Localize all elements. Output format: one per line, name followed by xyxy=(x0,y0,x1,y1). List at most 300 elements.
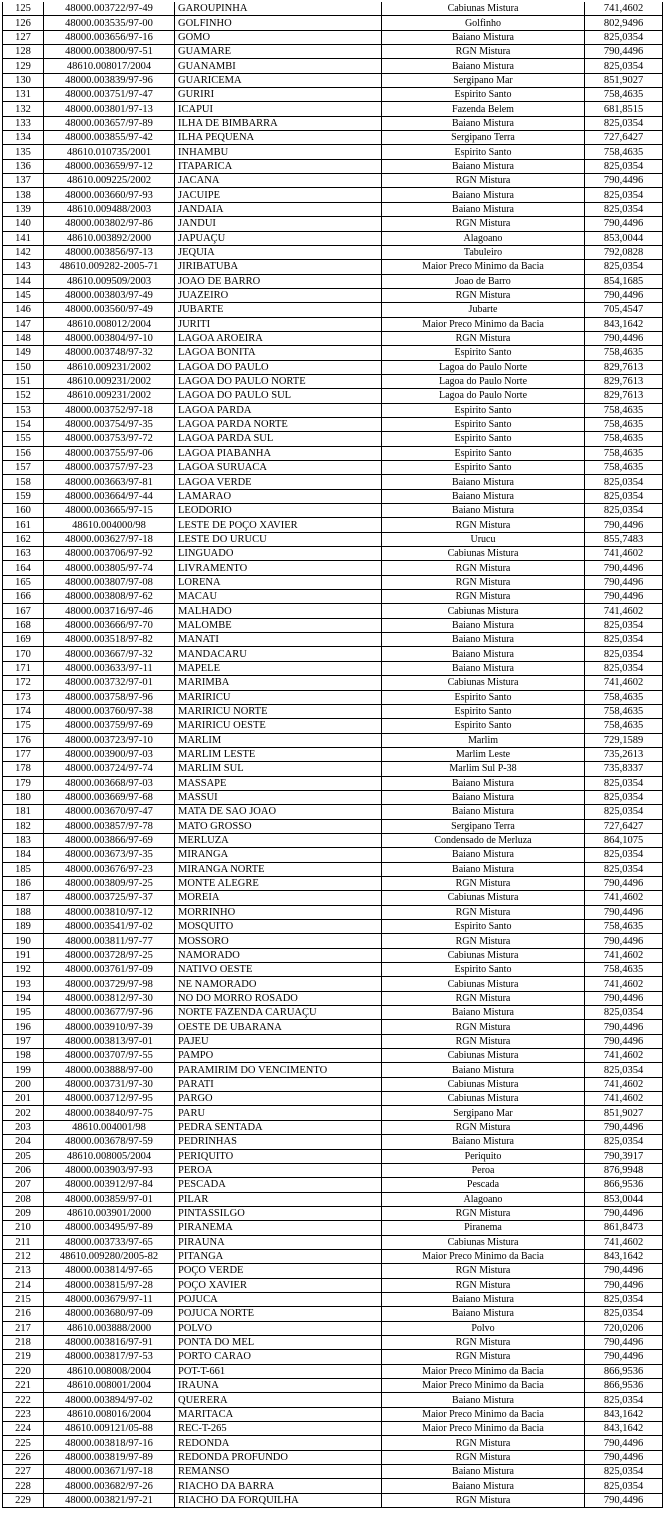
price-cell: 825,0354 xyxy=(585,202,663,216)
price-cell: 853,0044 xyxy=(585,231,663,245)
row-number-cell: 159 xyxy=(3,489,44,503)
reference-oil-cell: Baiano Mistura xyxy=(382,30,585,44)
process-number-cell: 48000.003670/97-47 xyxy=(44,805,175,819)
row-number-cell: 181 xyxy=(3,805,44,819)
table-row xyxy=(3,704,663,718)
reference-oil-cell: Maior Preco Minimo da Bacia xyxy=(382,1422,585,1436)
process-number-cell: 48000.003812/97-30 xyxy=(44,991,175,1005)
row-number-cell: 152 xyxy=(3,389,44,403)
field-name-cell: PORTO CARAO xyxy=(175,1350,382,1364)
field-name-cell: PESCADA xyxy=(175,1178,382,1192)
field-name-cell: PARGO xyxy=(175,1092,382,1106)
table-row xyxy=(3,30,663,44)
row-number-cell: 223 xyxy=(3,1407,44,1421)
field-name-cell: GUARICEMA xyxy=(175,73,382,87)
process-number-cell: 48000.003866/97-69 xyxy=(44,833,175,847)
price-cell: 825,0354 xyxy=(585,1135,663,1149)
row-number-cell: 221 xyxy=(3,1379,44,1393)
process-number-cell: 48000.003725/97-37 xyxy=(44,891,175,905)
reference-oil-cell: Espirito Santo xyxy=(382,704,585,718)
process-number-cell: 48610.008012/2004 xyxy=(44,317,175,331)
row-number-cell: 183 xyxy=(3,833,44,847)
table-row xyxy=(3,374,663,388)
reference-oil-cell: Baiano Mistura xyxy=(382,1006,585,1020)
reference-oil-cell: Espirito Santo xyxy=(382,719,585,733)
reference-oil-cell: Piranema xyxy=(382,1221,585,1235)
row-number-cell: 192 xyxy=(3,963,44,977)
price-cell: 741,4602 xyxy=(585,2,663,16)
table-row xyxy=(3,360,663,374)
reference-oil-cell: Maior Preco Minimo da Bacia xyxy=(382,1364,585,1378)
reference-oil-cell: RGN Mistura xyxy=(382,1450,585,1464)
price-cell: 758,4635 xyxy=(585,690,663,704)
price-cell: 790,4496 xyxy=(585,1335,663,1349)
field-name-cell: JUAZEIRO xyxy=(175,288,382,302)
process-number-cell: 48000.003821/97-21 xyxy=(44,1493,175,1507)
reference-oil-cell: RGN Mistura xyxy=(382,217,585,231)
field-name-cell: LAGOA VERDE xyxy=(175,475,382,489)
table-row xyxy=(3,1006,663,1020)
price-cell: 829,7613 xyxy=(585,360,663,374)
row-number-cell: 164 xyxy=(3,561,44,575)
process-number-cell: 48000.003800/97-51 xyxy=(44,45,175,59)
reference-oil-cell: Periquito xyxy=(382,1149,585,1163)
process-number-cell: 48610.008001/2004 xyxy=(44,1379,175,1393)
price-cell: 790,4496 xyxy=(585,1436,663,1450)
reference-oil-cell: RGN Mistura xyxy=(382,561,585,575)
price-cell: 790,4496 xyxy=(585,876,663,890)
table-row xyxy=(3,1077,663,1091)
table-row xyxy=(3,1493,663,1507)
row-number-cell: 195 xyxy=(3,1006,44,1020)
price-cell: 802,9496 xyxy=(585,16,663,30)
process-number-cell: 48000.003627/97-18 xyxy=(44,532,175,546)
row-number-cell: 163 xyxy=(3,547,44,561)
process-number-cell: 48000.003815/97-28 xyxy=(44,1278,175,1292)
reference-oil-cell: Alagoano xyxy=(382,231,585,245)
field-name-cell: PITANGA xyxy=(175,1249,382,1263)
reference-oil-cell: Baiano Mistura xyxy=(382,188,585,202)
price-cell: 790,4496 xyxy=(585,288,663,302)
reference-oil-cell: RGN Mistura xyxy=(382,934,585,948)
reference-oil-cell: Sergipano Terra xyxy=(382,819,585,833)
table-row xyxy=(3,403,663,417)
price-cell: 843,1642 xyxy=(585,1422,663,1436)
reference-oil-cell: Baiano Mistura xyxy=(382,59,585,73)
process-number-cell: 48000.003659/97-12 xyxy=(44,159,175,173)
field-name-cell: LAMARAO xyxy=(175,489,382,503)
field-name-cell: LAGOA BONITA xyxy=(175,346,382,360)
row-number-cell: 144 xyxy=(3,274,44,288)
process-number-cell: 48000.003682/97-26 xyxy=(44,1479,175,1493)
process-number-cell: 48000.003495/97-89 xyxy=(44,1221,175,1235)
field-name-cell: MARIMBA xyxy=(175,676,382,690)
process-number-cell: 48000.003722/97-49 xyxy=(44,2,175,16)
row-number-cell: 220 xyxy=(3,1364,44,1378)
process-number-cell: 48000.003712/97-95 xyxy=(44,1092,175,1106)
reference-oil-cell: Espirito Santo xyxy=(382,145,585,159)
table-row xyxy=(3,1249,663,1263)
row-number-cell: 206 xyxy=(3,1163,44,1177)
field-name-cell: RIACHO DA BARRA xyxy=(175,1479,382,1493)
process-number-cell: 48000.003817/97-53 xyxy=(44,1350,175,1364)
table-row xyxy=(3,905,663,919)
field-name-cell: JUBARTE xyxy=(175,303,382,317)
row-number-cell: 132 xyxy=(3,102,44,116)
process-number-cell: 48000.003663/97-81 xyxy=(44,475,175,489)
table-row xyxy=(3,790,663,804)
row-number-cell: 130 xyxy=(3,73,44,87)
table-row xyxy=(3,475,663,489)
reference-oil-cell: RGN Mistura xyxy=(382,45,585,59)
reference-oil-cell: Baiano Mistura xyxy=(382,489,585,503)
field-name-cell: PILAR xyxy=(175,1192,382,1206)
field-name-cell: IRAUNA xyxy=(175,1379,382,1393)
price-cell: 825,0354 xyxy=(585,633,663,647)
table-body xyxy=(3,2,663,1508)
field-name-cell: ICAPUI xyxy=(175,102,382,116)
price-cell: 741,4602 xyxy=(585,1092,663,1106)
table-row xyxy=(3,948,663,962)
price-cell: 790,4496 xyxy=(585,590,663,604)
process-number-cell: 48000.003731/97-30 xyxy=(44,1077,175,1091)
price-cell: 825,0354 xyxy=(585,260,663,274)
price-cell: 825,0354 xyxy=(585,1307,663,1321)
field-name-cell: LINGUADO xyxy=(175,547,382,561)
table-row xyxy=(3,489,663,503)
reference-oil-cell: Maior Preco Minimo da Bacia xyxy=(382,1379,585,1393)
table-row xyxy=(3,1393,663,1407)
table-row xyxy=(3,647,663,661)
field-name-cell: RIACHO DA FORQUILHA xyxy=(175,1493,382,1507)
field-name-cell: MARLIM SUL xyxy=(175,762,382,776)
table-row xyxy=(3,188,663,202)
row-number-cell: 158 xyxy=(3,475,44,489)
reference-oil-cell: Baiano Mistura xyxy=(382,202,585,216)
table-row xyxy=(3,676,663,690)
field-name-cell: MORRINHO xyxy=(175,905,382,919)
price-cell: 741,4602 xyxy=(585,676,663,690)
table-row xyxy=(3,1178,663,1192)
reference-oil-cell: Pescada xyxy=(382,1178,585,1192)
field-name-cell: REDONDA xyxy=(175,1436,382,1450)
row-number-cell: 169 xyxy=(3,633,44,647)
field-name-cell: JIRIBATUBA xyxy=(175,260,382,274)
process-number-cell: 48000.003760/97-38 xyxy=(44,704,175,718)
row-number-cell: 182 xyxy=(3,819,44,833)
reference-oil-cell: Baiano Mistura xyxy=(382,159,585,173)
reference-oil-cell: RGN Mistura xyxy=(382,1120,585,1134)
table-row xyxy=(3,303,663,317)
field-name-cell: PARU xyxy=(175,1106,382,1120)
field-name-cell: ITAPARICA xyxy=(175,159,382,173)
process-number-cell: 48000.003910/97-39 xyxy=(44,1020,175,1034)
field-name-cell: LESTE DE POÇO XAVIER xyxy=(175,518,382,532)
table-row xyxy=(3,73,663,87)
price-cell: 735,2613 xyxy=(585,747,663,761)
table-row xyxy=(3,633,663,647)
price-cell: 741,4602 xyxy=(585,891,663,905)
reference-oil-cell: Baiano Mistura xyxy=(382,618,585,632)
row-number-cell: 166 xyxy=(3,590,44,604)
table-row xyxy=(3,231,663,245)
row-number-cell: 160 xyxy=(3,504,44,518)
table-row xyxy=(3,317,663,331)
table-row xyxy=(3,977,663,991)
process-number-cell: 48000.003912/97-84 xyxy=(44,1178,175,1192)
reference-oil-cell: Marlim xyxy=(382,733,585,747)
row-number-cell: 154 xyxy=(3,417,44,431)
process-number-cell: 48610.009282-2005-71 xyxy=(44,260,175,274)
process-number-cell: 48000.003816/97-91 xyxy=(44,1335,175,1349)
reference-oil-cell: Espirito Santo xyxy=(382,446,585,460)
reference-oil-cell: Baiano Mistura xyxy=(382,1135,585,1149)
field-name-cell: GAROUPINHA xyxy=(175,2,382,16)
price-cell: 790,4496 xyxy=(585,518,663,532)
field-name-cell: MASSUI xyxy=(175,790,382,804)
row-number-cell: 155 xyxy=(3,432,44,446)
process-number-cell: 48000.003811/97-77 xyxy=(44,934,175,948)
reference-oil-cell: Lagoa do Paulo Norte xyxy=(382,360,585,374)
table-row xyxy=(3,1092,663,1106)
table-row xyxy=(3,446,663,460)
price-cell: 843,1642 xyxy=(585,1249,663,1263)
process-number-cell: 48610.004000/98 xyxy=(44,518,175,532)
price-cell: 790,4496 xyxy=(585,174,663,188)
price-cell: 825,0354 xyxy=(585,504,663,518)
price-cell: 790,4496 xyxy=(585,561,663,575)
table-row xyxy=(3,1364,663,1378)
row-number-cell: 167 xyxy=(3,604,44,618)
row-number-cell: 131 xyxy=(3,88,44,102)
table-row xyxy=(3,604,663,618)
row-number-cell: 224 xyxy=(3,1422,44,1436)
process-number-cell: 48610.003901/2000 xyxy=(44,1206,175,1220)
table-row xyxy=(3,1034,663,1048)
table-row xyxy=(3,1221,663,1235)
price-cell: 825,0354 xyxy=(585,1292,663,1306)
row-number-cell: 215 xyxy=(3,1292,44,1306)
price-cell: 727,6427 xyxy=(585,819,663,833)
table-row xyxy=(3,805,663,819)
field-name-cell: JANDUI xyxy=(175,217,382,231)
process-number-cell: 48000.003757/97-23 xyxy=(44,461,175,475)
reference-oil-cell: Polvo xyxy=(382,1321,585,1335)
field-name-cell: NATIVO OESTE xyxy=(175,963,382,977)
price-cell: 876,9948 xyxy=(585,1163,663,1177)
reference-oil-cell: Espirito Santo xyxy=(382,346,585,360)
field-name-cell: MOREIA xyxy=(175,891,382,905)
price-cell: 825,0354 xyxy=(585,159,663,173)
field-name-cell: POÇO XAVIER xyxy=(175,1278,382,1292)
row-number-cell: 135 xyxy=(3,145,44,159)
field-name-cell: GUAMARE xyxy=(175,45,382,59)
row-number-cell: 184 xyxy=(3,848,44,862)
reference-oil-cell: Alagoano xyxy=(382,1192,585,1206)
row-number-cell: 133 xyxy=(3,116,44,130)
price-cell: 843,1642 xyxy=(585,1407,663,1421)
price-cell: 825,0354 xyxy=(585,188,663,202)
field-name-cell: LESTE DO URUCU xyxy=(175,532,382,546)
price-cell: 790,4496 xyxy=(585,1034,663,1048)
table-row xyxy=(3,174,663,188)
row-number-cell: 157 xyxy=(3,461,44,475)
process-number-cell: 48000.003666/97-70 xyxy=(44,618,175,632)
table-row xyxy=(3,131,663,145)
row-number-cell: 179 xyxy=(3,776,44,790)
field-name-cell: LAGOA PARDA xyxy=(175,403,382,417)
reference-oil-cell: Cabiunas Mistura xyxy=(382,948,585,962)
table-row xyxy=(3,1379,663,1393)
price-cell: 853,0044 xyxy=(585,1192,663,1206)
table-row xyxy=(3,1235,663,1249)
reference-oil-cell: Espirito Santo xyxy=(382,403,585,417)
field-name-cell: OESTE DE UBARANA xyxy=(175,1020,382,1034)
table-row xyxy=(3,102,663,116)
process-number-cell: 48000.003840/97-75 xyxy=(44,1106,175,1120)
table-row xyxy=(3,274,663,288)
process-number-cell: 48000.003807/97-08 xyxy=(44,575,175,589)
price-cell: 825,0354 xyxy=(585,1465,663,1479)
reference-oil-cell: RGN Mistura xyxy=(382,331,585,345)
row-number-cell: 199 xyxy=(3,1063,44,1077)
process-number-cell: 48000.003748/97-32 xyxy=(44,346,175,360)
process-number-cell: 48000.003669/97-68 xyxy=(44,790,175,804)
row-number-cell: 209 xyxy=(3,1206,44,1220)
field-name-cell: MARITACA xyxy=(175,1407,382,1421)
field-name-cell: LORENA xyxy=(175,575,382,589)
reference-oil-cell: RGN Mistura xyxy=(382,575,585,589)
field-name-cell: INHAMBU xyxy=(175,145,382,159)
table-row xyxy=(3,2,663,16)
table-row xyxy=(3,934,663,948)
field-name-cell: POJUCA NORTE xyxy=(175,1307,382,1321)
process-number-cell: 48000.003657/97-89 xyxy=(44,116,175,130)
process-number-cell: 48000.003839/97-96 xyxy=(44,73,175,87)
reference-oil-cell: Baiano Mistura xyxy=(382,504,585,518)
price-cell: 825,0354 xyxy=(585,489,663,503)
table-row xyxy=(3,1135,663,1149)
price-cell: 843,1642 xyxy=(585,317,663,331)
table-row xyxy=(3,747,663,761)
field-name-cell: PEROA xyxy=(175,1163,382,1177)
table-row xyxy=(3,331,663,345)
price-cell: 855,7483 xyxy=(585,532,663,546)
table-row xyxy=(3,88,663,102)
reference-oil-cell: Espirito Santo xyxy=(382,920,585,934)
price-cell: 758,4635 xyxy=(585,145,663,159)
table-row xyxy=(3,346,663,360)
table-row xyxy=(3,1149,663,1163)
row-number-cell: 146 xyxy=(3,303,44,317)
row-number-cell: 176 xyxy=(3,733,44,747)
price-cell: 790,4496 xyxy=(585,1264,663,1278)
price-cell: 790,4496 xyxy=(585,905,663,919)
price-cell: 741,4602 xyxy=(585,1235,663,1249)
row-number-cell: 142 xyxy=(3,245,44,259)
row-number-cell: 150 xyxy=(3,360,44,374)
price-cell: 790,4496 xyxy=(585,45,663,59)
field-name-cell: MATA DE SAO JOAO xyxy=(175,805,382,819)
reference-oil-cell: Cabiunas Mistura xyxy=(382,676,585,690)
reference-oil-cell: Maior Preco Minimo da Bacia xyxy=(382,1249,585,1263)
process-number-cell: 48000.003754/97-35 xyxy=(44,417,175,431)
row-number-cell: 222 xyxy=(3,1393,44,1407)
field-name-cell: LEODORIO xyxy=(175,504,382,518)
row-number-cell: 125 xyxy=(3,2,44,16)
table-row xyxy=(3,575,663,589)
process-number-cell: 48610.009231/2002 xyxy=(44,389,175,403)
field-name-cell: LAGOA DO PAULO SUL xyxy=(175,389,382,403)
table-row xyxy=(3,776,663,790)
field-name-cell: PAJEU xyxy=(175,1034,382,1048)
process-number-cell: 48000.003679/97-11 xyxy=(44,1292,175,1306)
table-row xyxy=(3,432,663,446)
price-cell: 825,0354 xyxy=(585,1479,663,1493)
table-row xyxy=(3,963,663,977)
table-row xyxy=(3,202,663,216)
row-number-cell: 161 xyxy=(3,518,44,532)
reference-oil-cell: RGN Mistura xyxy=(382,1034,585,1048)
process-number-cell: 48000.003656/97-16 xyxy=(44,30,175,44)
reference-oil-cell: Baiano Mistura xyxy=(382,790,585,804)
row-number-cell: 189 xyxy=(3,920,44,934)
row-number-cell: 191 xyxy=(3,948,44,962)
row-number-cell: 145 xyxy=(3,288,44,302)
reference-oil-cell: Jubarte xyxy=(382,303,585,317)
price-cell: 790,4496 xyxy=(585,1206,663,1220)
table-row xyxy=(3,1321,663,1335)
table-row xyxy=(3,547,663,561)
process-number-cell: 48000.003678/97-59 xyxy=(44,1135,175,1149)
reference-oil-cell: Cabiunas Mistura xyxy=(382,2,585,16)
field-name-cell: PINTASSILGO xyxy=(175,1206,382,1220)
table-row xyxy=(3,1063,663,1077)
field-name-cell: MONTE ALEGRE xyxy=(175,876,382,890)
price-cell: 825,0354 xyxy=(585,776,663,790)
process-number-cell: 48000.003728/97-25 xyxy=(44,948,175,962)
row-number-cell: 193 xyxy=(3,977,44,991)
table-row xyxy=(3,1407,663,1421)
row-number-cell: 210 xyxy=(3,1221,44,1235)
row-number-cell: 134 xyxy=(3,131,44,145)
table-row xyxy=(3,920,663,934)
price-cell: 758,4635 xyxy=(585,963,663,977)
field-name-cell: MAPELE xyxy=(175,661,382,675)
price-cell: 729,1589 xyxy=(585,733,663,747)
price-cell: 758,4635 xyxy=(585,461,663,475)
table-row xyxy=(3,762,663,776)
price-cell: 741,4602 xyxy=(585,604,663,618)
process-number-cell: 48000.003729/97-98 xyxy=(44,977,175,991)
process-number-cell: 48000.003805/97-74 xyxy=(44,561,175,575)
field-name-cell: GOMO xyxy=(175,30,382,44)
field-name-cell: POÇO VERDE xyxy=(175,1264,382,1278)
field-name-cell: MARIRICU xyxy=(175,690,382,704)
price-cell: 866,9536 xyxy=(585,1379,663,1393)
table-row xyxy=(3,1049,663,1063)
field-name-cell: MATO GROSSO xyxy=(175,819,382,833)
table-row xyxy=(3,1422,663,1436)
row-number-cell: 178 xyxy=(3,762,44,776)
reference-oil-cell: Baiano Mistura xyxy=(382,1307,585,1321)
field-name-cell: MIRANGA NORTE xyxy=(175,862,382,876)
field-name-cell: REMANSO xyxy=(175,1465,382,1479)
process-number-cell: 48000.003818/97-16 xyxy=(44,1436,175,1450)
table-row xyxy=(3,833,663,847)
price-cell: 829,7613 xyxy=(585,374,663,388)
price-cell: 758,4635 xyxy=(585,346,663,360)
